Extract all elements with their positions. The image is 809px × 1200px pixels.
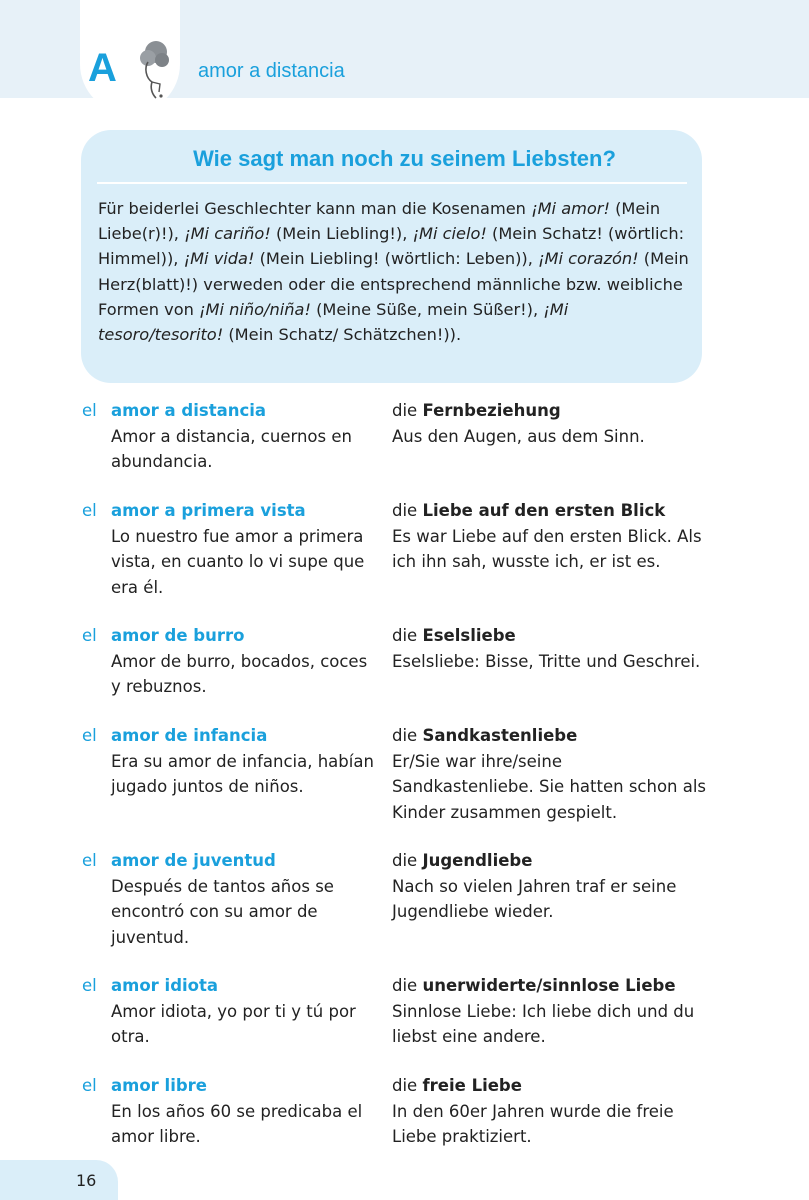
term-de: Sandkastenliebe — [422, 726, 578, 745]
article-de: die — [392, 1076, 418, 1095]
article-de: die — [392, 501, 418, 520]
spanish-phrase: ¡Mi cariño! — [184, 224, 271, 244]
term-de: Eselsliebe — [422, 626, 516, 645]
spanish-column — [111, 848, 381, 950]
example-es: Amor de burro, bocados, coces y rebuznos. — [111, 651, 368, 696]
example-es: Después de tantos años se encontró con su amor de juventud. — [111, 876, 334, 947]
example-de: In den 60er Jahren wurde die freie Liebe praktiziert. — [392, 1101, 674, 1146]
spanish-phrase: ¡Mi amor! — [531, 199, 610, 218]
example-de: Eselsliebe: Bisse, Tritte und Geschrei. — [392, 651, 701, 671]
info-text-segment: (Mein Liebe(r)!), — [98, 199, 661, 244]
term-de: Liebe auf den ersten Blick — [422, 501, 666, 520]
term-de: Fernbeziehung — [422, 401, 561, 420]
info-text-segment: Für beiderlei Geschlechter kann man die Kosenamen — [98, 199, 532, 218]
spanish-column — [111, 498, 381, 600]
term-de: freie Liebe — [422, 1076, 522, 1095]
info-text-segment: (Mein Liebling!), — [270, 224, 413, 244]
spanish-phrase: ¡Mi tesoro/tesorito! — [98, 299, 569, 345]
info-text-segment: (Mein Herz(blatt)!) verweden oder die entsprechend männliche bzw. weibliche Formen von — [98, 249, 689, 319]
header-title: amor a distancia — [198, 60, 345, 82]
article-es: el — [82, 626, 97, 645]
german-column — [392, 848, 708, 925]
spanish-column — [111, 398, 381, 475]
info-text-segment: (Meine Süße, mein Süßer!), — [310, 299, 544, 319]
article-de: die — [392, 851, 418, 870]
example-es: Era su amor de infancia, habían jugado juntos de niños. — [111, 751, 374, 796]
term-es: amor de juventud — [111, 851, 276, 870]
article-es: el — [82, 1076, 97, 1095]
german-column — [392, 498, 708, 575]
spanish-column — [111, 723, 381, 800]
page-number-tab — [0, 1160, 118, 1200]
page-number: 16 — [76, 1171, 97, 1190]
info-box-divider — [97, 182, 687, 184]
example-es: En los años 60 se predicaba el amor libre. — [111, 1101, 363, 1146]
article-es: el — [82, 501, 97, 520]
spanish-phrase: ¡Mi vida! — [183, 249, 255, 269]
info-box-text — [98, 196, 692, 347]
example-de: Nach so vielen Jahren traf er seine Jugendliebe wieder. — [392, 876, 677, 921]
spanish-phrase: ¡Mi niño/niña! — [199, 299, 311, 319]
term-es: amor a distancia — [111, 401, 267, 420]
spanish-column — [111, 1073, 381, 1150]
spanish-column — [111, 973, 381, 1050]
article-de: die — [392, 726, 418, 745]
german-column — [392, 398, 708, 449]
term-de: unerwiderte/sinnlose Liebe — [422, 976, 676, 995]
german-column — [392, 723, 708, 825]
german-column — [392, 623, 708, 674]
article-es: el — [82, 976, 97, 995]
example-de: Aus den Augen, aus dem Sinn. — [392, 426, 645, 446]
term-es: amor libre — [111, 1076, 207, 1095]
info-text-segment: (Mein Schatz! (wörtlich: Himmel)), — [98, 224, 685, 269]
german-column — [392, 973, 708, 1050]
german-column — [392, 1073, 708, 1150]
section-letter: A — [88, 46, 117, 90]
article-de: die — [392, 626, 418, 645]
spanish-phrase: ¡Mi corazón! — [538, 249, 639, 269]
example-de: Sinnlose Liebe: Ich liebe dich und du liebst eine andere. — [392, 1001, 695, 1046]
woman-head-icon — [126, 38, 176, 102]
example-de: Es war Liebe auf den ersten Blick. Als ich ihn sah, wusste ich, er ist es. — [392, 526, 702, 571]
spanish-column — [111, 623, 381, 700]
example-es: Amor a distancia, cuernos en abundancia. — [111, 426, 352, 471]
example-es: Lo nuestro fue amor a primera vista, en cuanto lo vi supe que era él. — [111, 526, 365, 597]
article-de: die — [392, 401, 418, 420]
info-text-segment: (Mein Liebling! (wörtlich: Leben)), — [254, 249, 538, 269]
info-box-title: Wie sagt man noch zu seinem Liebsten? — [193, 146, 616, 171]
article-de: die — [392, 976, 418, 995]
spanish-phrase: ¡Mi cielo! — [412, 224, 487, 244]
example-de: Er/Sie war ihre/seine Sandkastenliebe. Sie hatten schon als Kinder zusammen gespielt. — [392, 751, 707, 822]
example-es: Amor idiota, yo por ti y tú por otra. — [111, 1001, 356, 1046]
info-text-segment: (Mein Schatz/ Schätzchen!)). — [223, 325, 462, 345]
term-es: amor idiota — [111, 976, 219, 995]
article-es: el — [82, 401, 97, 420]
term-es: amor de burro — [111, 626, 245, 645]
article-es: el — [82, 851, 97, 870]
article-es: el — [82, 726, 97, 745]
term-es: amor de infancia — [111, 726, 268, 745]
term-de: Jugendliebe — [422, 851, 533, 870]
term-es: amor a primera vista — [111, 501, 306, 520]
